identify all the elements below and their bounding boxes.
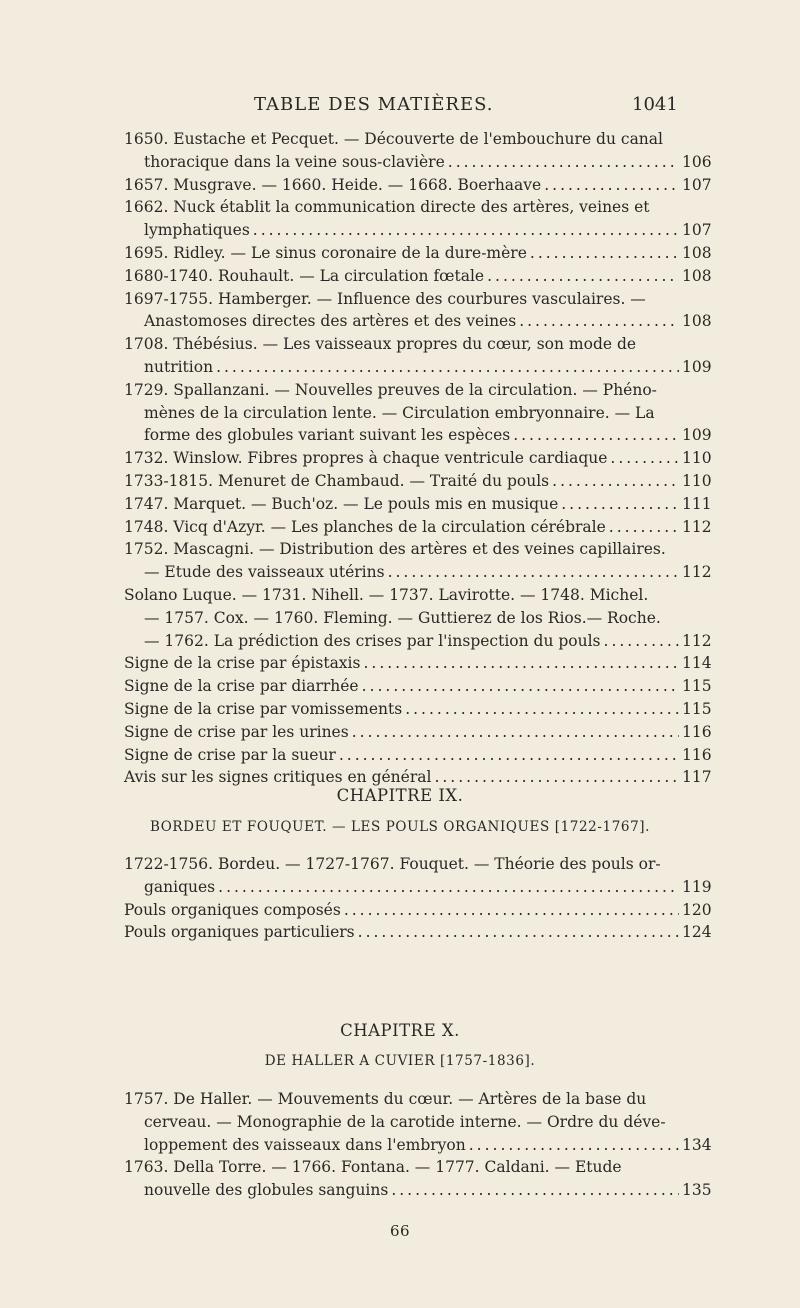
entry-text: Signe de crise par les urines [124, 722, 349, 741]
entry-text: — 1762. La prédiction des crises par l'inspection du pouls [144, 631, 601, 650]
entry-page-number: 112 [682, 631, 712, 650]
chapter-10-title: CHAPITRE X. [340, 1021, 460, 1040]
entry-text: 1729. Spallanzani. — Nouvelles preuves de la circulation. — Phéno- [124, 380, 657, 399]
entry-text: 1650. Eustache et Pecquet. — Découverte de l'embouchure du canal [124, 130, 663, 148]
entry-text: 1732. Winslow. Fibres propres à chaque ventricule cardiaque [124, 449, 608, 468]
entry-text: Signe de crise par la sueur [124, 745, 336, 764]
dot-leader [216, 356, 679, 379]
dot-leader [610, 447, 679, 470]
entry-text: 1733-1815. Menuret de Chambaud. — Traité du pouls [124, 472, 550, 490]
entry-text: mènes de la circulation lente. — Circulation embryonnaire. — La [144, 403, 655, 422]
toc-entry [124, 698, 712, 721]
toc-entry [124, 675, 712, 698]
page-number: 1041 [632, 94, 678, 115]
running-header [0, 94, 800, 118]
entry-text: — 1757. Cox. — 1760. Fleming. — Guttierez de los Rios.— Roche. [144, 608, 661, 627]
dot-leader [519, 310, 679, 333]
entry-page-number: 135 [682, 1181, 712, 1200]
entry-text: 1722-1756. Bordeu. — 1727-1767. Fouquet. — Théorie des pouls or- [124, 855, 661, 873]
entry-text: 1680-1740. Rouhault. — La circulation fœtale [124, 266, 485, 285]
toc-entry [124, 242, 712, 265]
entry-text: Pouls organiques particuliers [124, 923, 355, 942]
dot-leader [253, 219, 679, 242]
dot-leader [561, 493, 679, 516]
entry-text: Signe de la crise par vomissements [124, 700, 403, 718]
dot-leader [339, 744, 679, 767]
entry-text: thoracique dans la veine sous-clavière [144, 152, 445, 171]
entry-text: Pouls organiques composés [124, 900, 341, 919]
entry-text: Anastomoses directes des artères et des veines [144, 312, 517, 331]
entry-text: Solano Luque. — 1731. Nihell. — 1737. Lavirotte. — 1748. Michel. [124, 586, 649, 604]
entry-text: 1708. Thébésius. — Les vaisseaux propres du cœur, son mode de [124, 335, 637, 354]
entry-text: 1695. Ridley. — Le sinus coronaire de la dure-mère [124, 244, 527, 262]
entry-page-number: 116 [682, 745, 712, 764]
toc-entry [124, 899, 712, 922]
chapter-9-title: CHAPITRE IX. [336, 786, 464, 805]
entry-page-number: 111 [682, 494, 712, 513]
entry-page-number: 109 [682, 357, 712, 376]
entry-page-number: 119 [682, 877, 712, 896]
entry-page-number: 106 [682, 152, 712, 171]
dot-leader [469, 1134, 679, 1157]
entry-page-number: 114 [682, 654, 712, 673]
entry-text: — Etude des vaisseaux utérins [144, 563, 385, 582]
entry-page-number: 108 [682, 312, 712, 331]
toc-entry [124, 470, 712, 493]
entry-text: 1757. De Haller. — Mouvements du cœur. — Artères de la base du [124, 1090, 647, 1108]
toc-entry [124, 333, 712, 379]
page-header-title: TABLE DES MATIÈRES. [254, 94, 494, 115]
entry-text: nutrition [144, 357, 214, 376]
entry-page-number: 116 [682, 722, 712, 741]
entry-text: cerveau. — Monographie de la carotide interne. — Ordre du déve- [144, 1112, 666, 1131]
entry-page-number: 108 [682, 244, 712, 262]
dot-leader [363, 652, 679, 675]
dot-leader [609, 516, 679, 539]
dot-leader [513, 424, 679, 447]
dot-leader [344, 899, 679, 922]
toc-entry [124, 493, 712, 516]
toc-entry [124, 1156, 712, 1202]
toc-entry [124, 447, 712, 470]
entry-text: Signe de la crise par épistaxis [124, 654, 361, 673]
entry-text: Signe de la crise par diarrhée [124, 677, 359, 696]
toc-entry [124, 652, 712, 675]
toc-entry [124, 538, 712, 584]
entry-page-number: 108 [682, 266, 712, 285]
toc-entry [124, 744, 712, 767]
dot-leader [487, 265, 679, 288]
entry-text: forme des globules variant suivant les espèces [144, 426, 511, 445]
entry-text: 1662. Nuck établit la communication directe des artères, veines et [124, 198, 650, 217]
entry-text: nouvelle des globules sanguins [144, 1181, 389, 1200]
dot-leader [448, 151, 679, 174]
toc-entry [124, 288, 712, 334]
entry-text: 1697-1755. Hamberger. — Influence des courbures vasculaires. — [124, 289, 646, 308]
entry-text: 1752. Mascagni. — Distribution des artères et des veines capillaires. [124, 540, 666, 559]
entry-text: 1763. Della Torre. — 1766. Fontana. — 1777. Caldani. — Etude [124, 1158, 622, 1177]
entry-text: 1748. Vicq d'Azyr. — Les planches de la circulation cérébrale [124, 517, 606, 536]
entry-page-number: 134 [682, 1135, 712, 1154]
toc-entry [124, 721, 712, 744]
dot-leader [405, 698, 679, 721]
toc-entry [124, 584, 712, 652]
entry-text: ganiques [144, 877, 216, 896]
entry-page-number: 117 [682, 768, 712, 787]
dot-leader [530, 242, 679, 265]
dot-leader [391, 1179, 679, 1202]
toc-entry [124, 516, 712, 539]
entry-text: Avis sur les signes critiques en général [124, 768, 432, 787]
chapter-9-subtitle: BORDEU ET FOUQUET. — LES POULS ORGANIQUES [1722-1767]. [149, 819, 651, 835]
entry-text: lymphatiques [144, 221, 250, 240]
dot-leader [362, 675, 679, 698]
entry-text: 1747. Marquet. — Buch'oz. — Le pouls mis en musique [124, 494, 559, 513]
chapter-10-subtitle: DE HALLER A CUVIER [1757-1836]. [264, 1053, 536, 1069]
dot-leader [218, 876, 679, 899]
toc-entry [124, 379, 712, 447]
entry-page-number: 112 [682, 517, 712, 536]
dot-leader [552, 470, 679, 493]
dot-leader [358, 921, 679, 944]
dot-leader [388, 561, 679, 584]
entry-page-number: 110 [682, 449, 712, 468]
entry-text: 1657. Musgrave. — 1660. Heide. — 1668. Boerhaave [124, 175, 542, 194]
footer-signature: 66 [389, 1222, 411, 1240]
toc-entry [124, 921, 712, 944]
dot-leader [352, 721, 679, 744]
toc-entry [124, 174, 712, 197]
entry-page-number: 115 [682, 677, 712, 696]
toc-entry [124, 196, 712, 242]
entry-page-number: 107 [682, 221, 712, 240]
entry-page-number: 112 [682, 563, 712, 582]
entry-text: loppement des vaisseaux dans l'embryon [144, 1135, 466, 1154]
dot-leader [604, 630, 679, 653]
entry-page-number: 109 [682, 426, 712, 445]
entry-page-number: 115 [682, 700, 712, 718]
toc-entry [124, 853, 712, 899]
entry-page-number: 120 [682, 900, 712, 919]
entry-page-number: 107 [682, 175, 712, 194]
dot-leader [544, 174, 679, 197]
toc-entry [124, 1088, 712, 1156]
toc-entry [124, 265, 712, 288]
entry-page-number: 124 [682, 923, 712, 942]
entry-page-number: 110 [682, 472, 712, 490]
toc-entry [124, 128, 712, 174]
